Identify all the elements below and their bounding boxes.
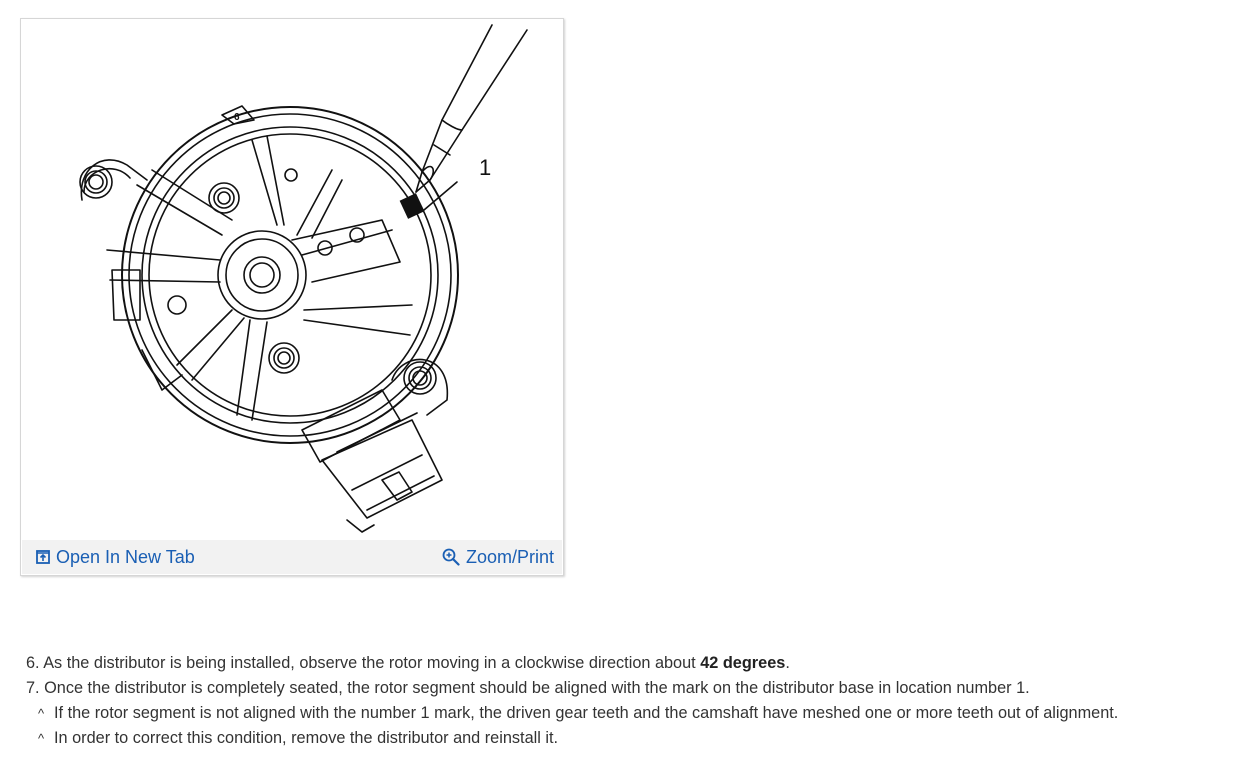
base-number-label: 6 bbox=[234, 112, 240, 123]
instruction-list bbox=[26, 651, 1223, 751]
zoom-icon bbox=[442, 548, 460, 566]
step-6-bold-value: 42 degrees bbox=[700, 654, 786, 672]
step-6 bbox=[26, 651, 1223, 676]
callout-leader bbox=[424, 182, 457, 210]
pencil-icon bbox=[416, 25, 527, 192]
caret-icon: ^ bbox=[38, 731, 45, 746]
figure-toolbar bbox=[22, 540, 562, 574]
callout-label: 1 bbox=[479, 155, 492, 180]
list-item bbox=[26, 701, 1223, 726]
step-6-end: . bbox=[785, 654, 790, 672]
step-7: 7. Once the distributor is completely seated, the rotor segment should be aligned with the mark on the distributor base in location number 1. bbox=[26, 679, 1030, 697]
bolt-top bbox=[209, 183, 239, 213]
bullet-text: If the rotor segment is not aligned with the number 1 mark, the driven gear teeth and the camshaft have meshed one or more teeth out of alignment. bbox=[54, 704, 1119, 722]
zoom-print-label: Zoom/Print bbox=[465, 547, 554, 567]
distributor-housing bbox=[122, 107, 458, 443]
mounting-ear-right bbox=[392, 360, 447, 415]
bolt-bottom bbox=[269, 343, 299, 373]
distributor-diagram[interactable] bbox=[22, 20, 562, 540]
open-in-new-tab-link[interactable] bbox=[36, 548, 195, 566]
small-hole bbox=[285, 169, 297, 181]
list-item bbox=[26, 726, 1223, 751]
bullet-text: In order to correct this condition, remove the distributor and reinstall it. bbox=[54, 729, 559, 747]
figure-card bbox=[20, 18, 564, 576]
caret-icon: ^ bbox=[38, 706, 45, 721]
open-in-new-tab-label: Open In New Tab bbox=[56, 547, 195, 567]
mounting-ear-left bbox=[80, 160, 147, 200]
alignment-mark bbox=[400, 193, 425, 219]
open-in-new-tab-icon bbox=[36, 550, 50, 564]
step-6-text: 6. As the distributor is being installed, observe the rotor moving in a clockwise direction about bbox=[26, 654, 701, 672]
zoom-print-link[interactable] bbox=[442, 548, 554, 566]
